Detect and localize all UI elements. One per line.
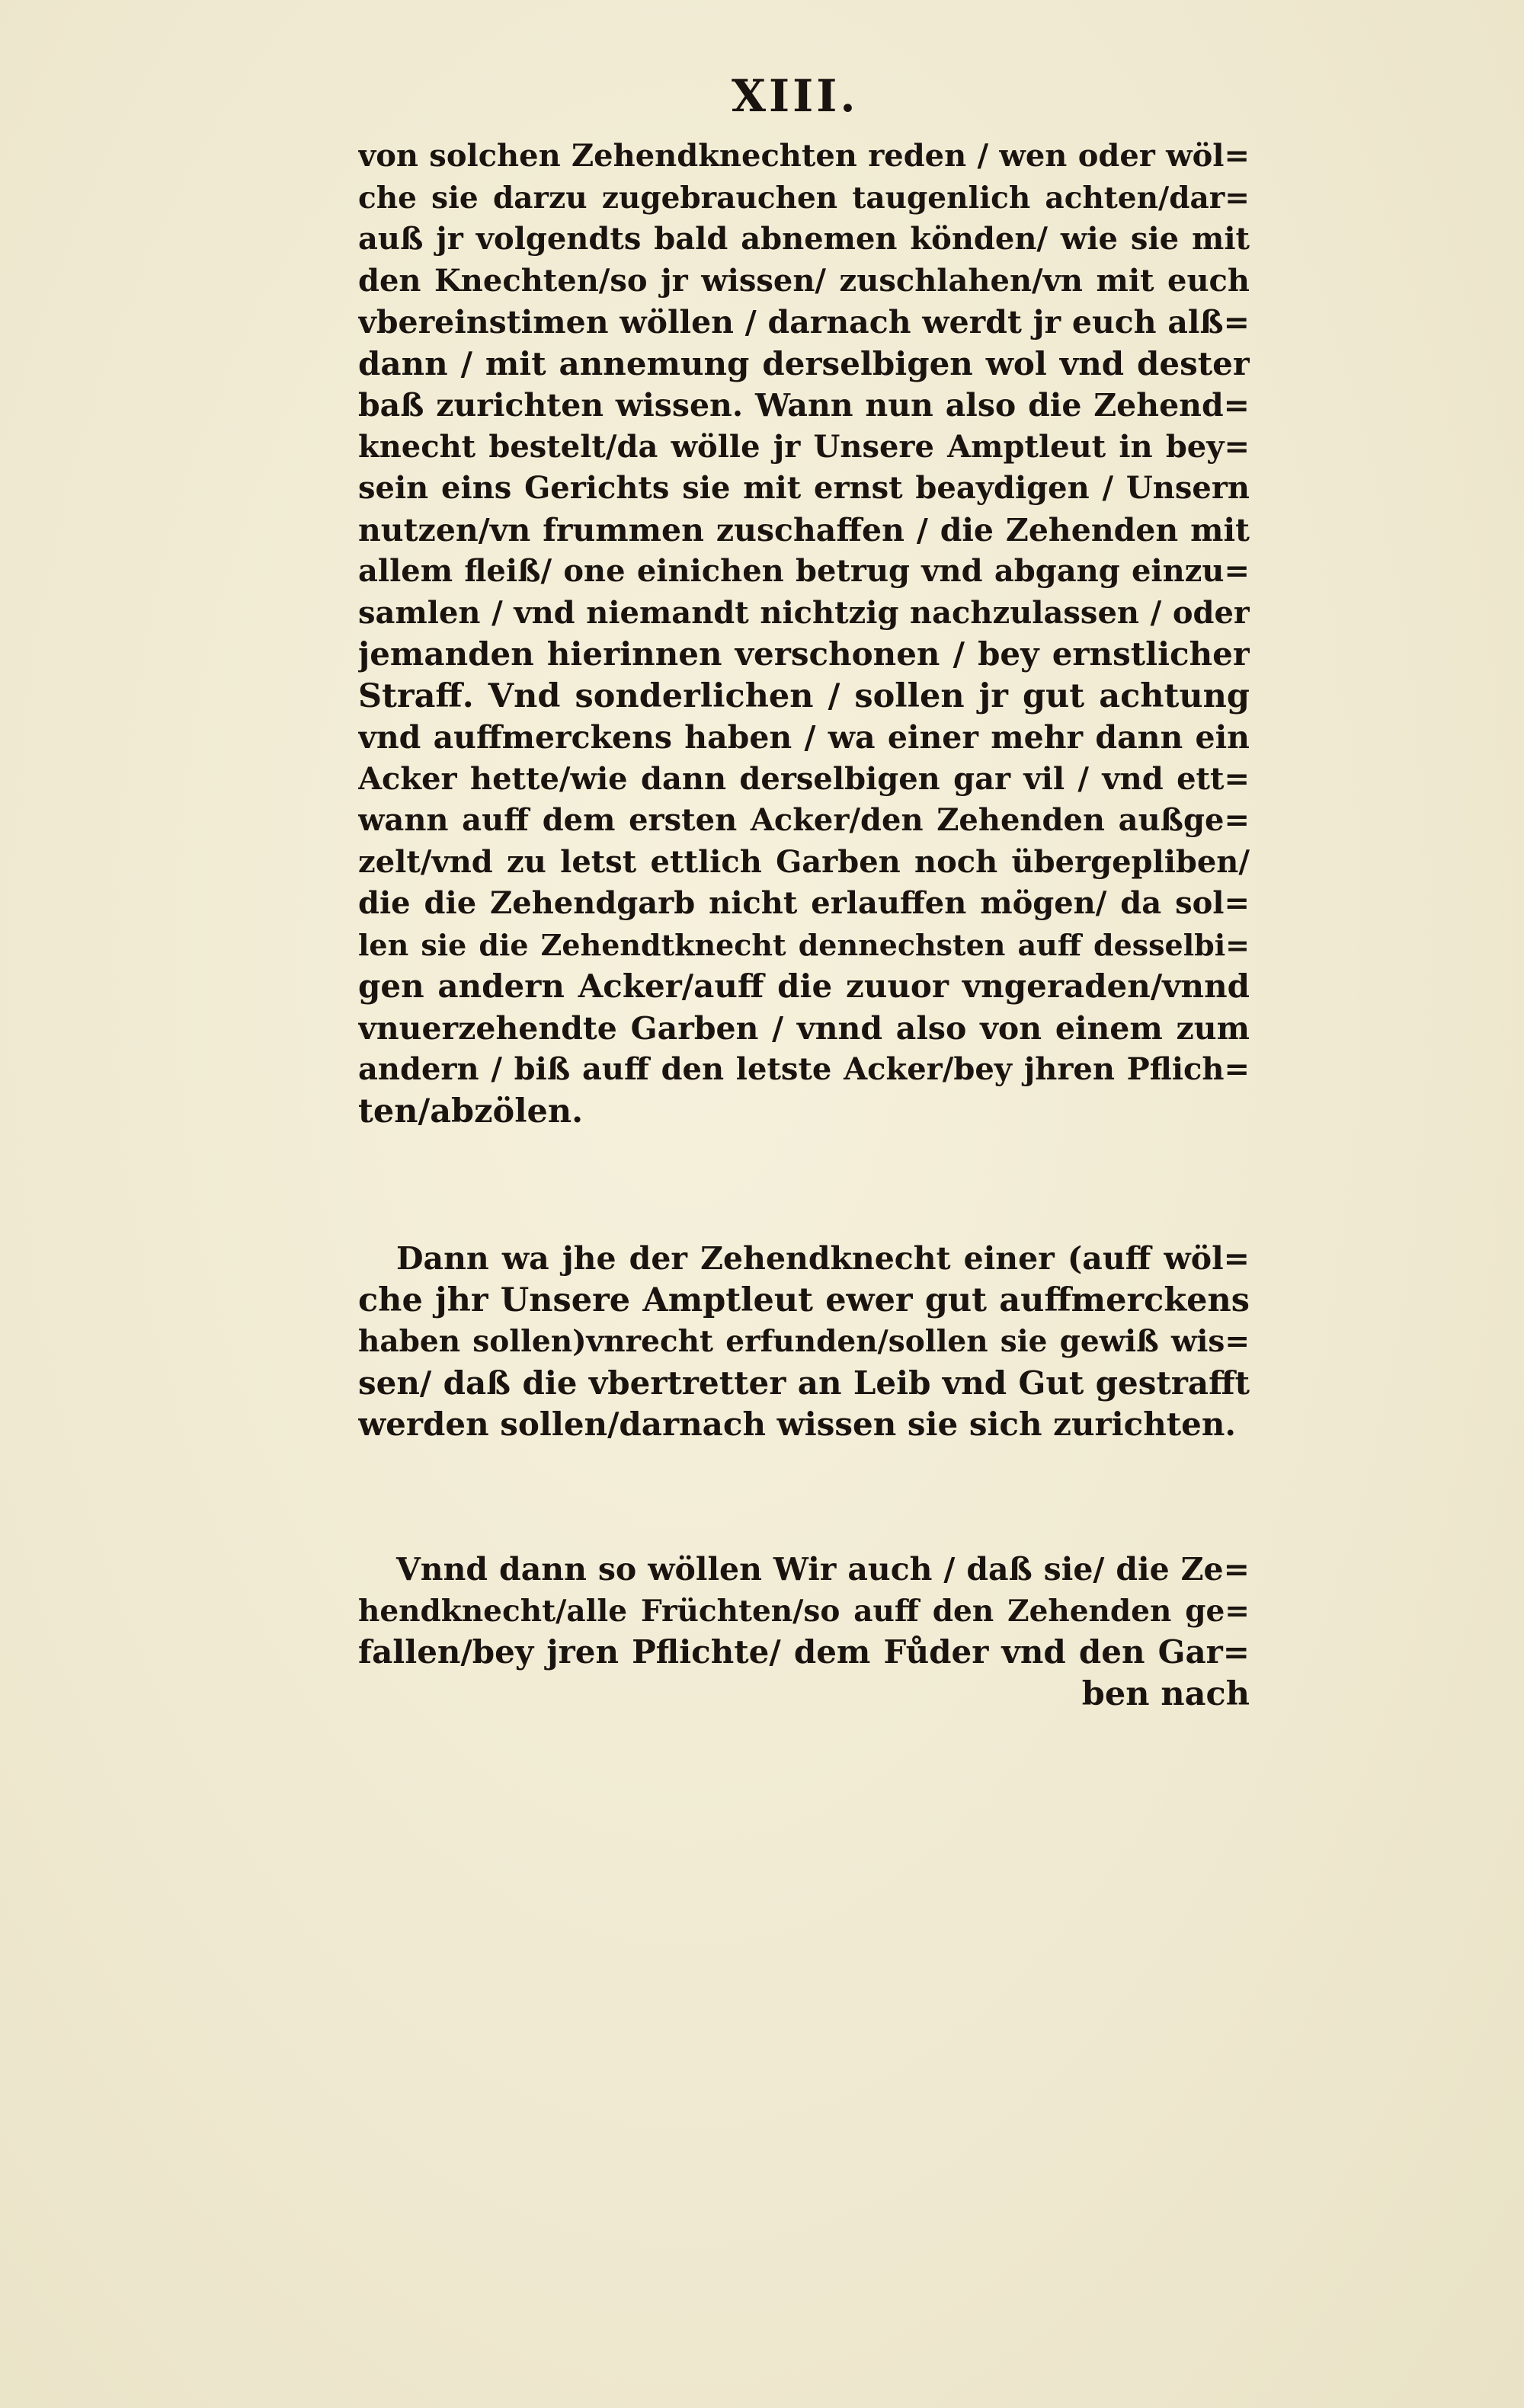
text-line: wann auff dem ersten Acker/den Zehenden außge= [358,802,1250,838]
text-line: baß zurichten wissen. Wann nun also die Zehend= [358,387,1250,424]
paragraph-2 [358,1238,1250,1446]
text-line: Dann wa jhe der Zehendknecht einer (auff wöl= [396,1240,1250,1277]
text-line: len sie die Zehendtknecht dennechsten auff desselbi= [358,927,1250,962]
text-line: werden sollen/darnach wissen sie sich zurichten. [358,1405,1237,1443]
text-line: che jhr Unsere Amptleut ewer gut auffmerckens [358,1281,1250,1319]
text-line: hendknecht/alle Früchten/so auff den Zehenden ge= [358,1593,1250,1629]
text-line: die die Zehendgarb nicht erlauffen mögen/ da sol= [358,885,1250,921]
text-line: den Knechten/so jr wissen/ zuschlahen/vn mit euch [358,262,1250,299]
text-line: sen/ daß die vbertretter an Leib vnd Gut gestrafft [358,1364,1250,1402]
text-line: Vnnd dann so wöllen Wir auch / daß sie/ die Ze= [396,1551,1250,1588]
text-line: zelt/vnd zu letst ettlich Garben noch übergepliben/ [358,843,1250,880]
text-line: gen andern Acker/auff die zuuor vngeraden/vnnd [358,967,1250,1005]
text-line: fallen/bey jren Pflichte/ dem Fůder vnd den Gar= [358,1633,1250,1671]
folio-number: XIII. [732,70,859,122]
text-line: von solchen Zehendknechten reden / wen oder wöl= [358,138,1250,174]
catchword: ben nach [1081,1674,1250,1713]
text-line: sein eins Gerichts sie mit ernst beaydigen / Unsern [358,470,1250,506]
text-line: vnuerzehendte Garben / vnnd also von einem zum [358,1009,1250,1047]
text-line: vnd auffmerckens haben / wa einer mehr dann ein [358,719,1250,756]
text-line: vbereinstimen wöllen / darnach werdt jr euch alß= [358,304,1250,341]
text-line: nutzen/vn frummen zuschaffen / die Zehenden mit [358,511,1250,548]
text-line: auß jr volgendts bald abnemen könden/ wie sie mit [358,221,1250,257]
text-line: samlen / vnd niemandt nichtzig nachzulassen / oder [358,594,1250,631]
text-line: che sie darzu zugebrauchen taugenlich achten/dar= [358,180,1250,216]
text-line: knecht bestelt/da wölle jr Unsere Amptleut in bey= [358,428,1250,465]
text-line: Straff. Vnd sonderlichen / sollen jr gut achtung [358,676,1250,715]
text-line: allem fleiß/ one einichen betrug vnd abgang einzu= [358,553,1250,589]
paragraph-1 [358,136,1250,1132]
paragraph-3 [358,1549,1250,1715]
text-line: dann / mit annemung derselbigen wol vnd dester [358,344,1250,382]
text-line: ten/abzölen. [358,1092,584,1130]
text-line: haben sollen)vnrecht erfunden/sollen sie gewiß wis= [358,1324,1250,1359]
text-line: Acker hette/wie dann derselbigen gar vil / vnd ett= [358,760,1250,797]
text-line: andern / biß auff den letste Acker/bey jhren Pflich= [358,1051,1250,1087]
text-line: jemanden hierinnen verschonen / bey ernstlicher [358,635,1250,673]
